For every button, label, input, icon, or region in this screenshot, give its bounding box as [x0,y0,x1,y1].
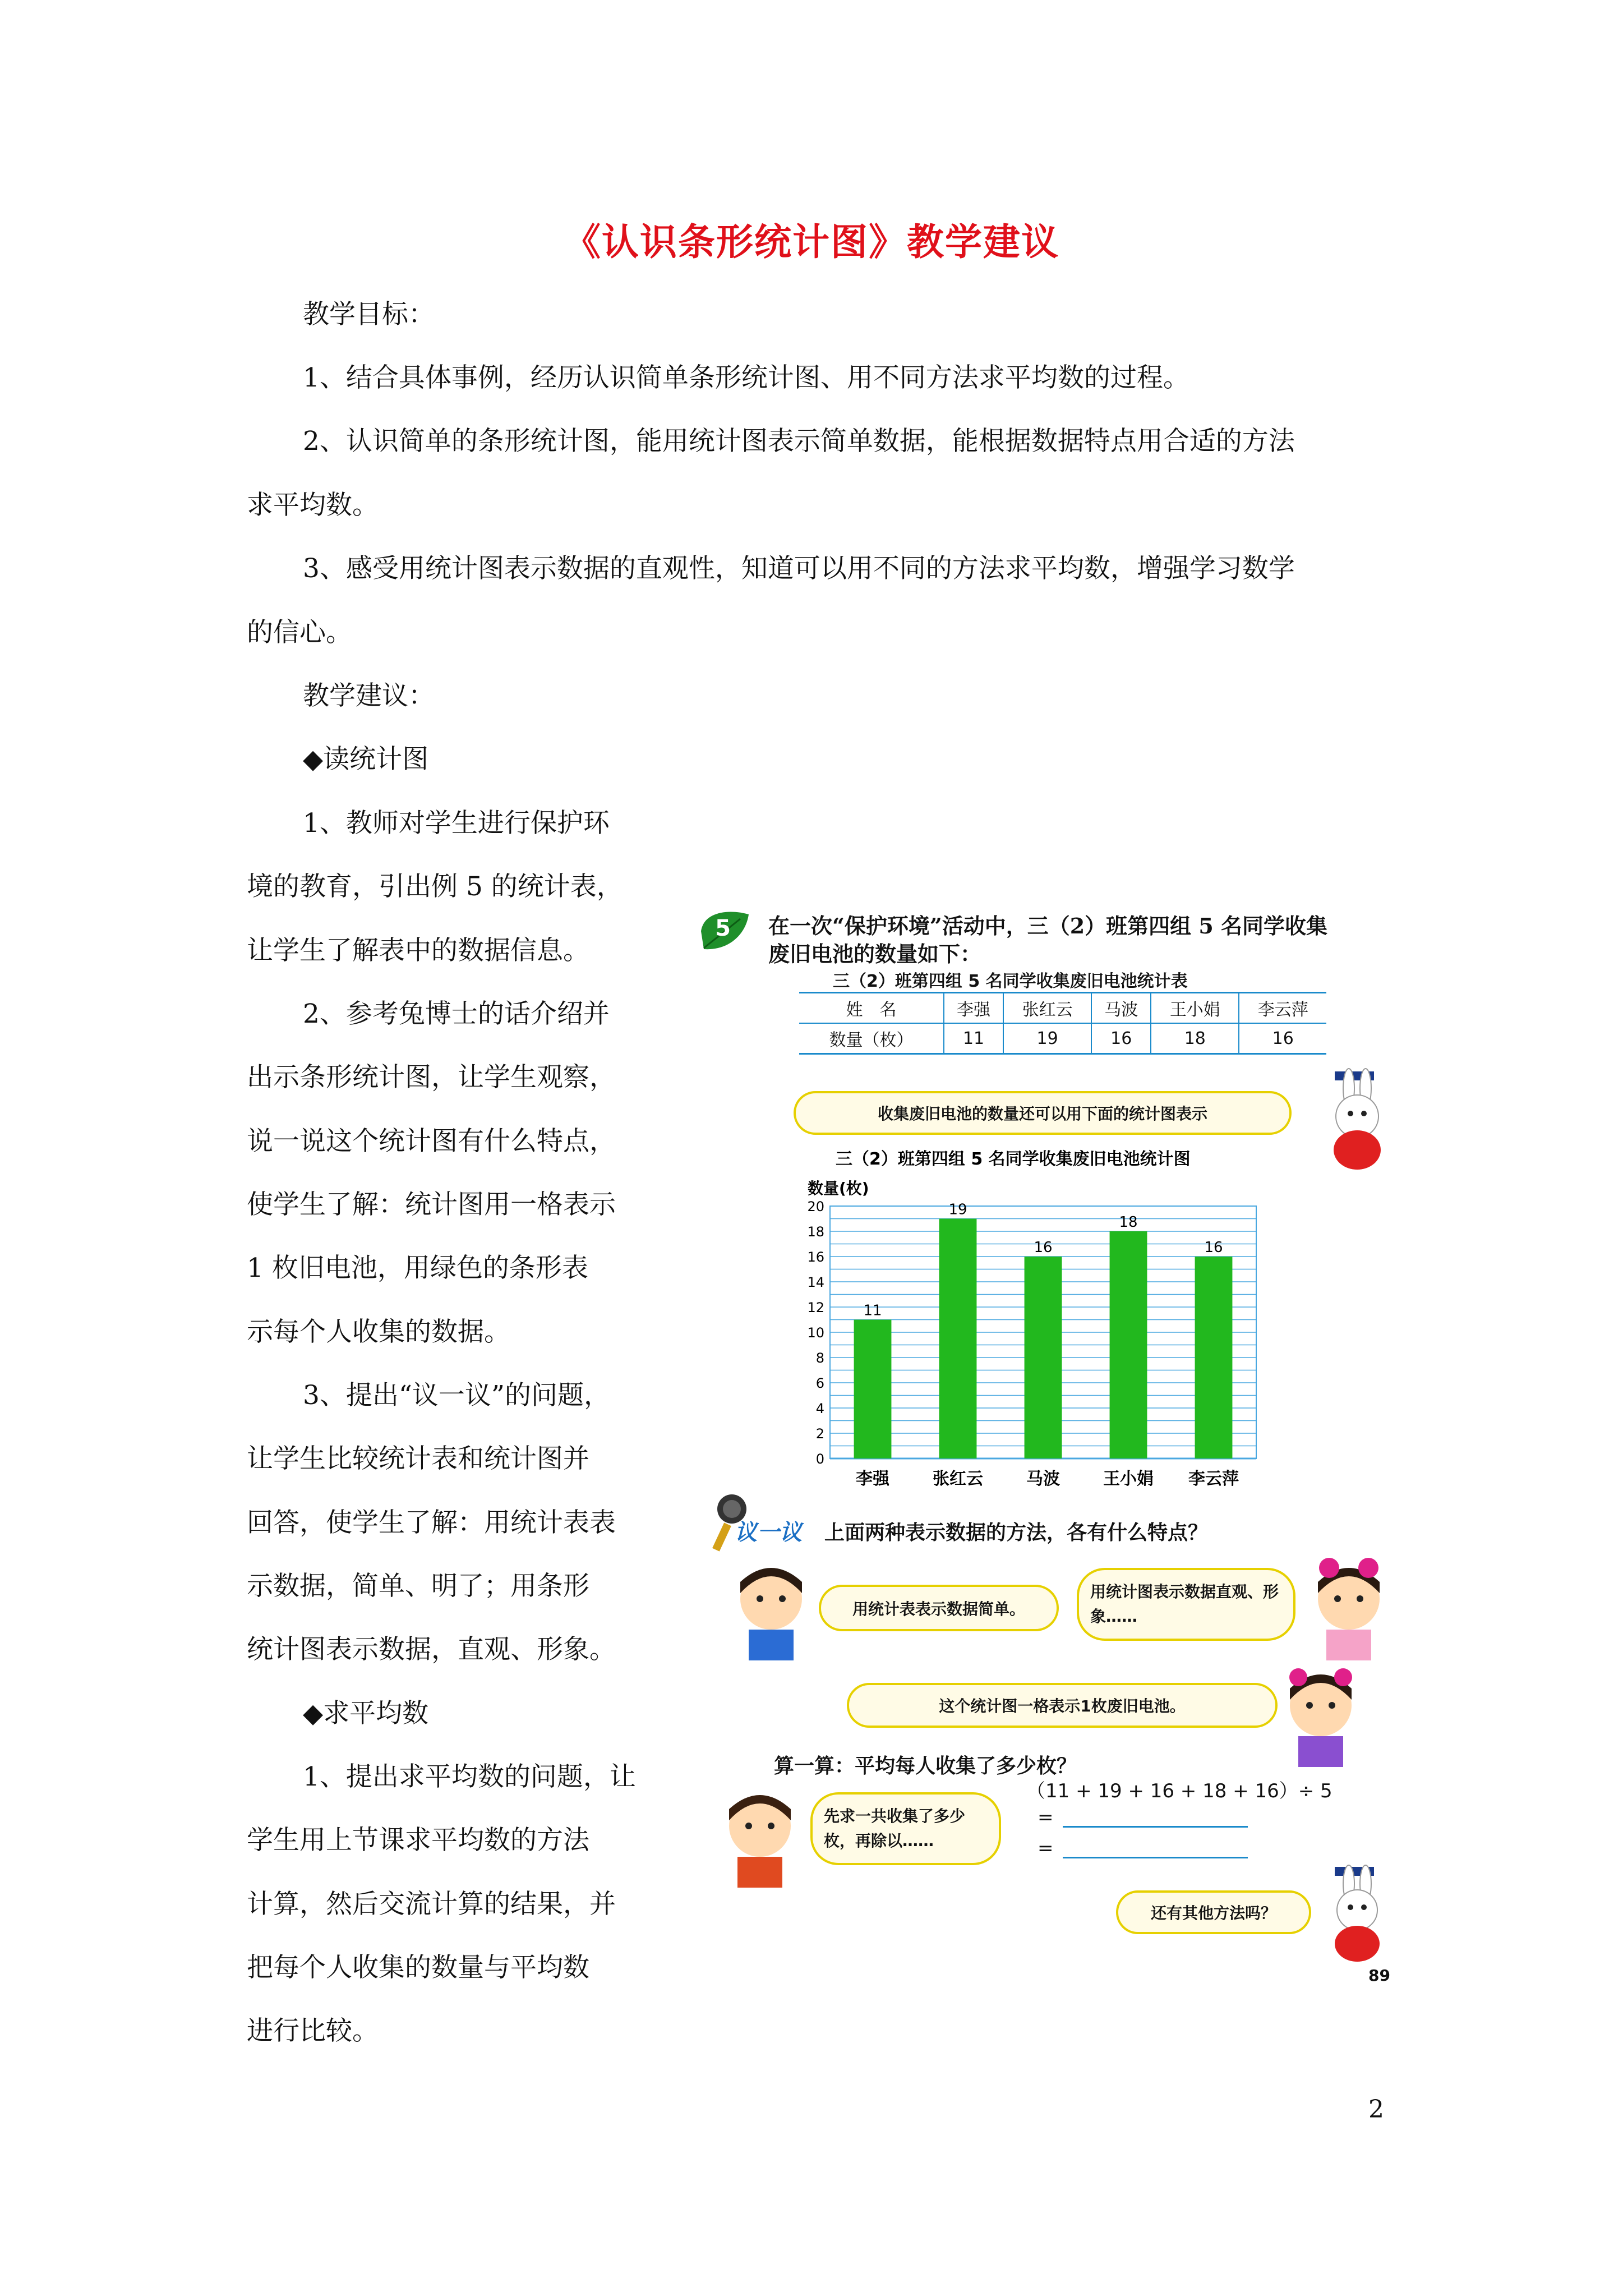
s3-line-5: 统计图表示数据，直观、形象。 [247,1634,616,1665]
example-intro-line-1: 在一次“保护环境”活动中，三（2）班第四组 5 名同学收集 [768,913,1328,938]
book-page-number: 89 [1368,1966,1390,1985]
s4-line-3: 计算，然后交流计算的结果，并 [247,1889,616,1920]
girl2-avatar-icon [1279,1660,1363,1767]
calc-expression: （11 + 19 + 16 + 18 + 16）÷ 5 [1026,1780,1332,1802]
s3-line-2: 让学生比较统计表和统计图并 [247,1443,589,1474]
s2-line-5: 1 枚旧电池，用绿色的条形表 [247,1253,588,1283]
boy2-avatar-icon [718,1784,802,1890]
y-tick-label: 18 [807,1224,824,1240]
s1-line-2: 境的教育，引出例 5 的统计表， [247,871,623,902]
table-cell: 16 [1239,1023,1326,1054]
data-label: 16 [1034,1239,1053,1256]
rabbit-speech-1: 收集废旧电池的数量还可以用下面的统计图表示 [794,1091,1292,1135]
y-tick-label: 20 [807,1199,824,1214]
s1-line-3: 让学生了解表中的数据信息。 [247,935,589,966]
y-tick-label: 14 [807,1274,824,1290]
y-tick-label: 12 [807,1300,824,1315]
example-number: 5 [715,915,731,941]
s3-line-4: 示数据，简单、明了；用条形 [247,1571,589,1602]
s4-line-1: 1、提出求平均数的问题，让 [303,1761,636,1792]
chart-y-axis-label: 数量(枚) [808,1179,869,1198]
table-cell: 数量（枚） [799,1023,944,1054]
rabbit-speech-2: 还有其他方法吗？ [1116,1890,1311,1934]
table-cell: 张红云 [1003,993,1091,1024]
textbook-figure [695,898,1408,1997]
page-title: 《认识条形统计图》教学建议 [564,220,1059,264]
answer-line-2 [1063,1857,1248,1858]
x-tick-label: 马波 [1026,1469,1060,1489]
goal-3-line-2: 的信心。 [247,617,352,648]
calc-eq-1: = [1038,1806,1054,1829]
stat-table [799,992,1326,1055]
x-tick-label: 李云萍 [1188,1469,1239,1489]
data-label: 16 [1204,1239,1223,1256]
x-tick-label: 李强 [856,1469,889,1489]
y-tick-label: 2 [815,1426,824,1442]
bar [1025,1257,1062,1458]
s4-line-5: 进行比较。 [247,2016,379,2046]
s3-line-3: 回答，使学生了解：用统计表表 [247,1507,616,1538]
table-cell: 姓 名 [799,993,944,1024]
discuss-question: 上面两种表示数据的方法，各有什么特点？ [824,1521,1209,1544]
s4-line-2: 学生用上节课求平均数的方法 [247,1825,589,1856]
girl-avatar-icon [1307,1554,1391,1660]
table-cell: 16 [1091,1023,1151,1054]
boy-avatar-icon [729,1559,813,1660]
chart-title: 三（2）班第四组 5 名同学收集废旧电池统计图 [836,1149,1191,1169]
table-cell: 李强 [944,993,1003,1024]
goal-2-line-1: 2、认识简单的条形统计图，能用统计图表示简单数据，能根据数据特点用合适的方法 [303,426,1295,457]
girl-speech: 用统计图表示数据直观、形象…… [1077,1568,1295,1641]
bar-chart [695,1144,1408,1492]
calc-question: 算一算：平均每人收集了多少枚？ [774,1754,1077,1778]
table-cell: 李云萍 [1239,993,1326,1024]
data-label: 11 [863,1302,882,1319]
data-label: 18 [1119,1214,1138,1231]
y-tick-label: 6 [815,1375,824,1391]
table-cell: 马波 [1091,993,1151,1024]
s2-line-2: 出示条形统计图，让学生观察， [247,1062,616,1093]
goal-3-line-1: 3、感受用统计图表示数据的直观性，知道可以用不同的方法求平均数，增强学习数学 [303,553,1295,584]
data-label: 19 [948,1201,967,1218]
x-tick-label: 张红云 [933,1469,983,1489]
y-tick-label: 8 [815,1350,824,1366]
section-read-chart: ◆读统计图 [303,744,429,775]
table-row [799,993,1326,1024]
bar [1195,1257,1233,1458]
calc-eq-2: = [1038,1837,1054,1860]
page-number: 2 [1368,2095,1384,2124]
s2-line-6: 示每个人收集的数据。 [247,1317,510,1347]
table-cell: 11 [944,1023,1003,1054]
y-tick-label: 16 [807,1249,824,1265]
goal-1: 1、结合具体事例，经历认识简单条形统计图、用不同方法求平均数的过程。 [303,362,1189,393]
table-cell: 王小娟 [1151,993,1239,1024]
girl2-speech: 这个统计图一格表示1枚废旧电池。 [847,1683,1278,1728]
y-tick-label: 10 [807,1325,824,1341]
answer-line-1 [1063,1826,1248,1828]
s2-line-3: 说一说这个统计图有什么特点， [247,1126,616,1157]
y-tick-label: 0 [815,1451,824,1467]
s1-line-1: 1、教师对学生进行保护环 [303,808,610,839]
boy2-speech: 先求一共收集了多少枚，再除以…… [810,1792,1001,1865]
x-tick-label: 王小娟 [1103,1469,1154,1489]
table-cell: 19 [1003,1023,1091,1054]
example-intro-line-2: 废旧电池的数量如下： [768,941,982,967]
stat-table-title: 三（2）班第四组 5 名同学收集废旧电池统计表 [833,972,1188,991]
goal-2-line-2: 求平均数。 [247,490,379,521]
y-tick-label: 4 [815,1401,824,1416]
table-cell: 18 [1151,1023,1239,1054]
s2-line-4: 使学生了解：统计图用一格表示 [247,1189,616,1220]
rabbit-doctor-icon-2 [1318,1862,1396,1963]
table-row [799,1023,1326,1054]
goals-label: 教学目标： [303,299,435,330]
bar [939,1219,977,1459]
section-average: ◆求平均数 [303,1698,429,1729]
s4-line-4: 把每个人收集的数量与平均数 [247,1952,589,1983]
s2-line-1: 2、参考兔博士的话介绍并 [303,999,610,1029]
s3-line-1: 3、提出“议一议”的问题， [303,1380,610,1411]
discuss-label: 议一议 [735,1520,802,1545]
boy-speech: 用统计表表示数据简单。 [819,1585,1059,1631]
bar [1110,1231,1147,1458]
bar [854,1320,892,1459]
suggest-label: 教学建议： [303,680,435,711]
